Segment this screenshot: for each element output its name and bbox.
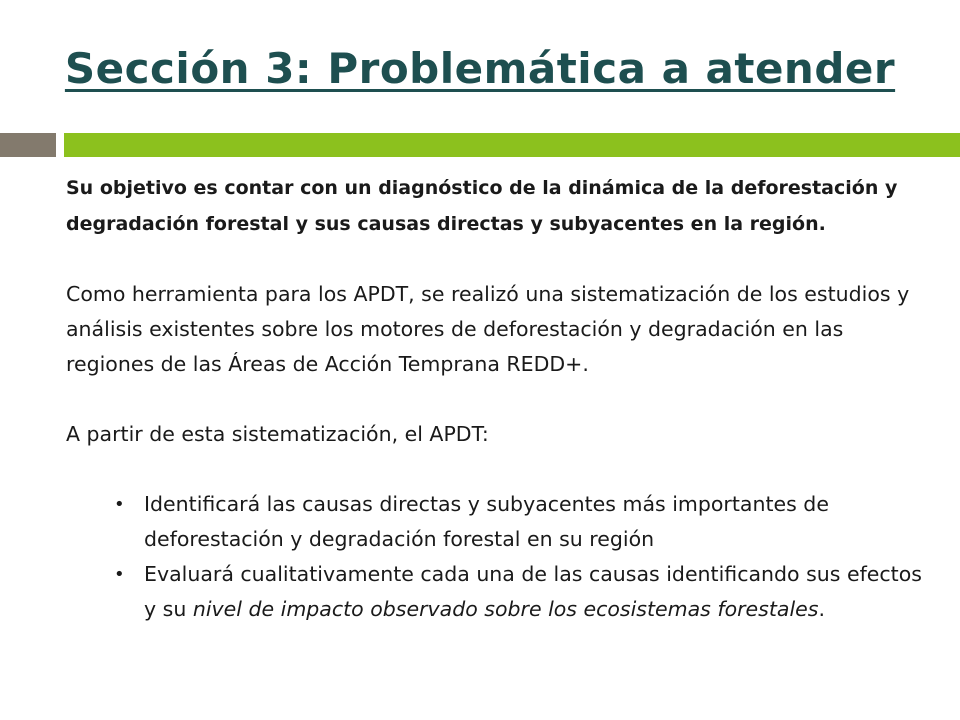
title-divider-left (0, 133, 56, 157)
slide-body (66, 170, 926, 627)
bullet-text-start: Evaluará cualitativamente cada una de las causas identificando sus efectos y su (144, 562, 922, 621)
body-paragraph-2: A partir de esta sistematización, el APDT: (66, 422, 489, 446)
bullet-text-italic: nivel de impacto observado sobre los ecosistemas forestales (192, 597, 819, 621)
lead-paragraph: Su objetivo es contar con un diagnóstico de la dinámica de la deforestación y degradación forestal y sus causas directas y subyacentes en la región. (66, 177, 898, 235)
slide-title: Sección 3: Problemática a atender (64, 44, 896, 93)
body-paragraph-1: Como herramienta para los APDT, se realizó una sistematización de los estudios y análisis existentes sobre los motores de deforestación y degradación en las regiones de las Áreas de Acción Temprana REDD+. (66, 282, 910, 376)
list-item (66, 557, 926, 627)
title-divider-right (64, 133, 960, 157)
bullet-text-end: . (818, 597, 825, 621)
list-item (66, 487, 926, 557)
bullet-list (66, 487, 926, 627)
bullet-text: Identificará las causas directas y subyacentes más importantes de deforestación y degradación forestal en su región (144, 492, 829, 551)
bullet-icon: • (114, 564, 125, 585)
bullet-icon: • (114, 494, 125, 515)
